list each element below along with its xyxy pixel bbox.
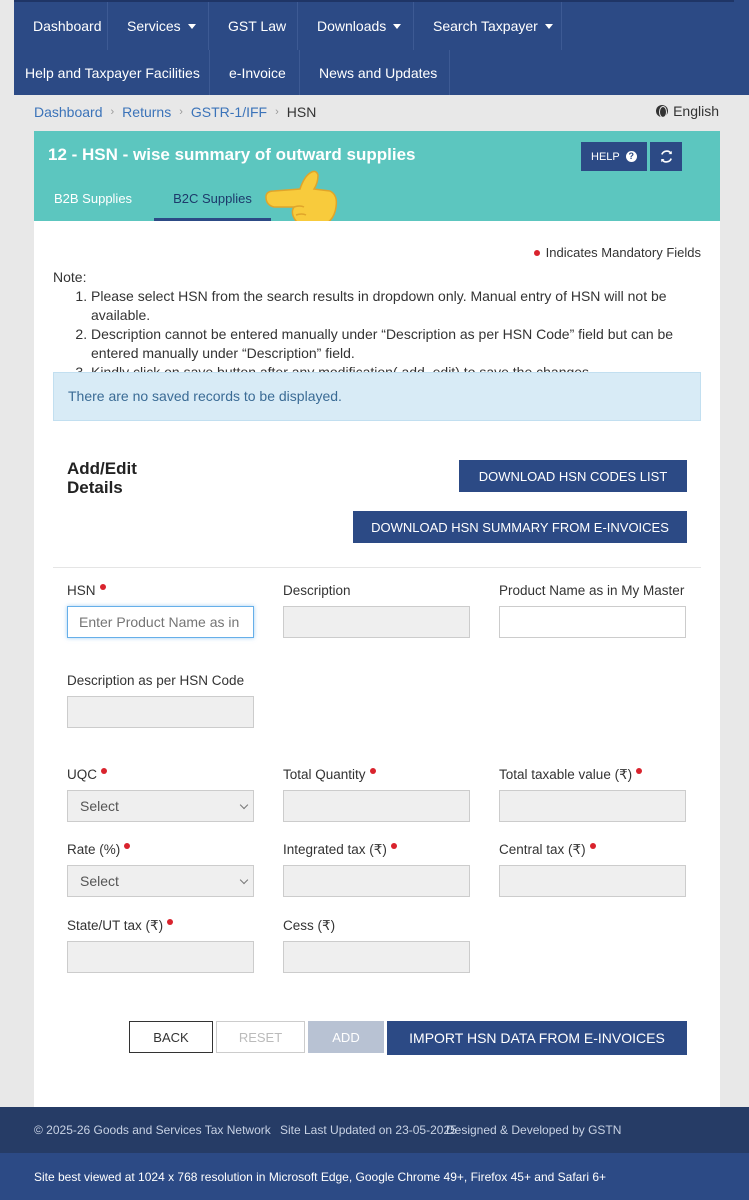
rate-label-text: Rate (%) [67, 842, 121, 857]
description-input[interactable] [283, 606, 470, 638]
total-quantity-label-text: Total Quantity [283, 767, 366, 782]
uqc-value: Select [80, 798, 119, 814]
cess-input[interactable] [283, 941, 470, 973]
info-message: There are no saved records to be displayed. [53, 372, 701, 421]
central-tax-input[interactable] [499, 865, 686, 897]
nav-dashboard[interactable] [14, 2, 108, 50]
total-quantity-input[interactable] [283, 790, 470, 822]
page-title: 12 - HSN - wise summary of outward supplies [48, 145, 416, 164]
integrated-tax-label-text: Integrated tax (₹) [283, 842, 387, 857]
import-hsn-button[interactable]: IMPORT HSN DATA FROM E-INVOICES [387, 1021, 687, 1055]
download-hsn-summary-button[interactable]: DOWNLOAD HSN SUMMARY FROM E-INVOICES [353, 511, 687, 543]
hsn-label-text: HSN [67, 583, 96, 598]
nav-downloads-label: Downloads [317, 18, 387, 34]
question-circle-icon: ? [626, 151, 637, 162]
nav-news-updates[interactable] [300, 50, 450, 95]
required-dot-icon [534, 250, 540, 256]
tab-b2c-supplies[interactable]: B2C Supplies [154, 183, 271, 221]
back-button[interactable]: BACK [129, 1021, 213, 1053]
required-dot-icon [370, 768, 376, 774]
section-title-line: Details [67, 478, 123, 497]
nav-downloads[interactable] [298, 2, 414, 50]
breadcrumb-returns[interactable]: Returns [122, 104, 172, 120]
product-name-input[interactable] [499, 606, 686, 638]
central-tax-label [499, 842, 596, 858]
nav-e-invoice[interactable] [210, 50, 300, 95]
help-button[interactable] [581, 142, 647, 171]
chevron-down-icon [545, 24, 553, 29]
rate-value: Select [80, 873, 119, 889]
desc-hsn-input [67, 696, 254, 728]
footer-top [0, 1107, 749, 1153]
add-button[interactable]: ADD [308, 1021, 384, 1053]
required-dot-icon [124, 843, 130, 849]
required-dot-icon [167, 919, 173, 925]
language-label: English [673, 103, 719, 119]
nav-news-updates-label: News and Updates [319, 64, 438, 81]
nav-search-taxpayer-label: Search Taxpayer [433, 18, 538, 34]
required-dot-icon [100, 584, 106, 590]
chevron-down-icon [240, 801, 248, 809]
integrated-tax-label [283, 842, 397, 858]
total-taxable-label-text: Total taxable value (₹) [499, 767, 633, 782]
language-selector[interactable] [656, 103, 719, 119]
total-taxable-label [499, 767, 642, 783]
state-tax-input[interactable] [67, 941, 254, 973]
nav-e-invoice-label: e-Invoice [229, 64, 286, 81]
nav-gst-law[interactable] [209, 2, 298, 50]
state-tax-label [67, 918, 173, 934]
hsn-label [67, 583, 106, 598]
chevron-right-icon: › [275, 106, 279, 118]
chevron-down-icon [240, 876, 248, 884]
note-item: 2. Description cannot be entered manually under “Description as per HSN Code” field but can be entered manually under “Description” field. [91, 325, 702, 363]
footer-updated: Site Last Updated on 23-05-2025 [280, 1123, 457, 1137]
required-dot-icon [636, 768, 642, 774]
note-list [72, 287, 702, 382]
breadcrumb-gstr1[interactable]: GSTR-1/IFF [190, 104, 268, 120]
total-quantity-label [283, 767, 376, 782]
page-header [34, 131, 720, 221]
divider [53, 567, 701, 568]
help-label: HELP [591, 150, 620, 163]
nav-help-facilities[interactable] [14, 50, 210, 95]
nav-help-facilities-label: Help and Taxpayer Facilities [25, 64, 200, 81]
footer-best-viewed: Site best viewed at 1024 x 768 resolution in Microsoft Edge, Google Chrome 49+, Firefox 45+ and Safari 6+ [34, 1170, 606, 1184]
integrated-tax-input[interactable] [283, 865, 470, 897]
central-tax-label-text: Central tax (₹) [499, 842, 586, 857]
refresh-button[interactable] [650, 142, 682, 171]
rate-label [67, 842, 130, 857]
rate-select[interactable] [67, 865, 254, 897]
mandatory-text: Indicates Mandatory Fields [545, 245, 701, 260]
required-dot-icon [391, 843, 397, 849]
footer-designed: Designed & Developed by GSTN [446, 1123, 622, 1137]
total-taxable-input[interactable] [499, 790, 686, 822]
mandatory-legend [534, 245, 701, 260]
breadcrumb-current: HSN [286, 104, 317, 120]
section-title [67, 459, 137, 497]
content-card [34, 221, 720, 1107]
chevron-right-icon: › [110, 106, 115, 118]
download-hsn-codes-button[interactable]: DOWNLOAD HSN CODES LIST [459, 460, 687, 492]
nav-search-taxpayer[interactable] [414, 2, 562, 50]
required-dot-icon [101, 768, 107, 774]
nav-row-primary [14, 0, 734, 50]
chevron-down-icon [393, 24, 401, 29]
hsn-input[interactable] [67, 606, 254, 638]
chevron-down-icon [188, 24, 196, 29]
tab-b2b-supplies[interactable]: B2B Supplies [54, 191, 133, 206]
refresh-icon [660, 150, 673, 163]
chevron-right-icon: › [179, 106, 183, 118]
uqc-select[interactable] [67, 790, 254, 822]
nav-services[interactable] [108, 2, 209, 50]
nav-dashboard-label: Dashboard [33, 18, 102, 34]
nav-row-secondary [14, 50, 734, 95]
globe-icon [656, 105, 668, 117]
note-title: Note: [53, 269, 87, 285]
reset-button[interactable]: RESET [216, 1021, 305, 1053]
cess-label: Cess (₹) [283, 918, 336, 933]
state-tax-label-text: State/UT tax (₹) [67, 918, 164, 933]
nav-gst-law-label: GST Law [228, 18, 287, 34]
nav-services-label: Services [127, 18, 181, 34]
main-navbar [14, 0, 734, 95]
product-name-label: Product Name as in My Master [499, 583, 685, 598]
note-item: 1. Please select HSN from the search results in dropdown only. Manual entry of HSN will not be available. [91, 287, 702, 325]
nav-edge [734, 0, 749, 95]
footer-copyright: © 2025-26 Goods and Services Tax Network [34, 1123, 271, 1137]
uqc-label-text: UQC [67, 767, 97, 782]
required-dot-icon [590, 843, 596, 849]
uqc-label [67, 767, 107, 782]
desc-hsn-label: Description as per HSN Code [67, 673, 245, 688]
section-title-line: Add/Edit [67, 459, 137, 478]
breadcrumb-dashboard[interactable]: Dashboard [34, 104, 103, 120]
description-label: Description [283, 583, 351, 598]
breadcrumb [34, 104, 316, 120]
footer-bottom [0, 1153, 749, 1200]
